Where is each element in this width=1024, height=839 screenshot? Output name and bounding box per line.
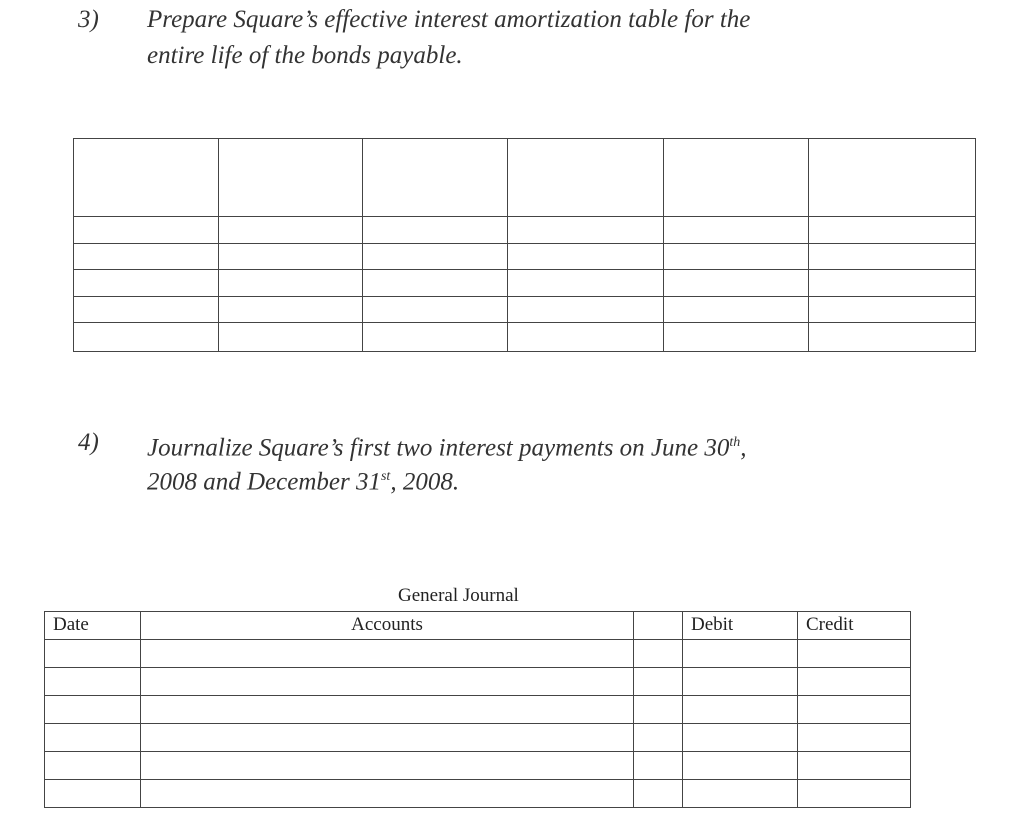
cell[interactable] (74, 297, 219, 323)
q4-line1-text: Journalize Square’s first two interest payments on June 30 (147, 434, 730, 462)
cell[interactable] (809, 270, 976, 297)
cell[interactable] (219, 244, 363, 270)
amortization-table (73, 138, 976, 352)
cell[interactable] (508, 217, 664, 244)
credit-cell[interactable] (798, 640, 911, 668)
accounts-cell[interactable] (141, 780, 634, 808)
ref-cell[interactable] (634, 696, 683, 724)
cell[interactable] (809, 139, 976, 217)
accounts-cell[interactable] (141, 668, 634, 696)
cell[interactable] (508, 323, 664, 352)
journal-title: General Journal (398, 585, 519, 606)
header-credit: Credit (798, 612, 911, 640)
journal-row (45, 640, 911, 668)
cell[interactable] (664, 217, 809, 244)
question-3-line1: Prepare Square’s effective interest amortization table for the (147, 6, 751, 33)
journal-row (45, 780, 911, 808)
date-cell[interactable] (45, 696, 141, 724)
cell[interactable] (219, 139, 363, 217)
q4-line1-end: , (740, 434, 747, 462)
cell[interactable] (219, 270, 363, 297)
question-4-line2 (147, 462, 947, 497)
cell[interactable] (363, 270, 508, 297)
journal-row (45, 752, 911, 780)
q4-line1-sup: th (729, 435, 741, 450)
q4-line2-text: 2008 and December 31 (147, 468, 381, 496)
question-3-line2: entire life of the bonds payable. (147, 42, 463, 69)
credit-cell[interactable] (798, 752, 911, 780)
cell[interactable] (363, 139, 508, 217)
cell[interactable] (508, 270, 664, 297)
cell[interactable] (809, 217, 976, 244)
accounts-cell[interactable] (141, 724, 634, 752)
cell[interactable] (508, 244, 664, 270)
q4-line2-end: , 2008. (390, 468, 460, 496)
table-row (74, 244, 976, 270)
credit-cell[interactable] (798, 780, 911, 808)
journal-row (45, 696, 911, 724)
table-row (74, 217, 976, 244)
cell[interactable] (74, 323, 219, 352)
cell[interactable] (809, 323, 976, 352)
table-header-row (74, 139, 976, 217)
debit-cell[interactable] (683, 668, 798, 696)
header-debit: Debit (683, 612, 798, 640)
debit-cell[interactable] (683, 696, 798, 724)
ref-cell[interactable] (634, 780, 683, 808)
debit-cell[interactable] (683, 752, 798, 780)
ref-cell[interactable] (634, 640, 683, 668)
cell[interactable] (363, 297, 508, 323)
table-row (74, 270, 976, 297)
cell[interactable] (664, 244, 809, 270)
date-cell[interactable] (45, 780, 141, 808)
cell[interactable] (363, 244, 508, 270)
cell[interactable] (664, 297, 809, 323)
debit-cell[interactable] (683, 640, 798, 668)
date-cell[interactable] (45, 752, 141, 780)
q4-line2-sup: st (380, 469, 391, 484)
debit-cell[interactable] (683, 780, 798, 808)
cell[interactable] (74, 217, 219, 244)
debit-cell[interactable] (683, 724, 798, 752)
date-cell[interactable] (45, 668, 141, 696)
ref-cell[interactable] (634, 668, 683, 696)
cell[interactable] (363, 323, 508, 352)
table-row (74, 297, 976, 323)
cell[interactable] (664, 270, 809, 297)
accounts-cell[interactable] (141, 640, 634, 668)
cell[interactable] (664, 139, 809, 217)
accounts-cell[interactable] (141, 752, 634, 780)
cell[interactable] (809, 297, 976, 323)
date-cell[interactable] (45, 724, 141, 752)
journal-row (45, 724, 911, 752)
cell[interactable] (363, 217, 508, 244)
header-date: Date (45, 612, 141, 640)
question-4-line1 (147, 428, 947, 463)
general-journal-table (44, 611, 911, 808)
journal-header-row (45, 612, 911, 640)
question-4-number: 4) (78, 429, 99, 456)
credit-cell[interactable] (798, 696, 911, 724)
ref-cell[interactable] (634, 752, 683, 780)
cell[interactable] (508, 139, 664, 217)
header-accounts: Accounts (141, 612, 634, 640)
cell[interactable] (508, 297, 664, 323)
credit-cell[interactable] (798, 668, 911, 696)
date-cell[interactable] (45, 640, 141, 668)
cell[interactable] (219, 217, 363, 244)
credit-cell[interactable] (798, 724, 911, 752)
cell[interactable] (74, 244, 219, 270)
cell[interactable] (664, 323, 809, 352)
header-ref (634, 612, 683, 640)
cell[interactable] (74, 139, 219, 217)
cell[interactable] (809, 244, 976, 270)
question-3-number: 3) (78, 6, 99, 33)
journal-row (45, 668, 911, 696)
cell[interactable] (219, 323, 363, 352)
accounts-cell[interactable] (141, 696, 634, 724)
ref-cell[interactable] (634, 724, 683, 752)
cell[interactable] (74, 270, 219, 297)
table-row (74, 323, 976, 352)
cell[interactable] (219, 297, 363, 323)
